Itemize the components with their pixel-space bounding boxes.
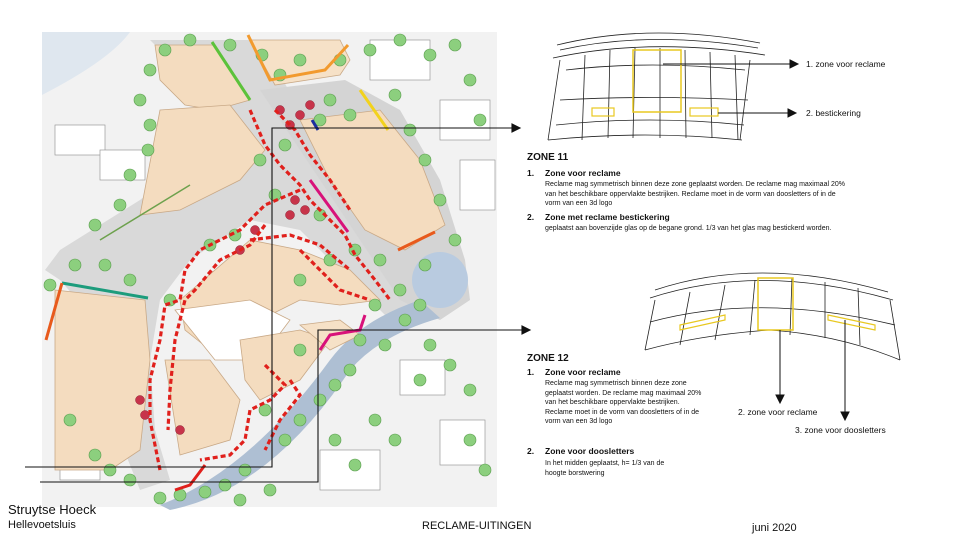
tree <box>154 492 166 504</box>
tree <box>234 494 246 506</box>
tree-red <box>291 196 300 205</box>
tree <box>344 109 356 121</box>
tree <box>364 44 376 56</box>
tree <box>184 34 196 46</box>
tree <box>419 259 431 271</box>
tree <box>219 479 231 491</box>
tree <box>279 434 291 446</box>
zone11-item1-body: Reclame mag symmetrisch binnen deze zone geplaatst worden. De reclame mag maximaal 20% van het beschikbare oppervlakte bestrijken. Reclame moet in de vorm van doosletters of in de vorm van een 3d logo <box>545 181 845 207</box>
tree <box>89 219 101 231</box>
zone12-item2-number: 2. <box>527 446 535 456</box>
tree <box>399 314 411 326</box>
zone12-callout-2: 3. zone voor doosletters <box>795 425 886 435</box>
tree-red <box>306 101 315 110</box>
tree <box>44 279 56 291</box>
tree-red <box>176 426 185 435</box>
tree-red <box>296 111 305 120</box>
tree-red <box>141 411 150 420</box>
tree <box>449 39 461 51</box>
tree <box>369 414 381 426</box>
tree <box>474 114 486 126</box>
zone11-reclame-highlight <box>633 50 681 112</box>
tree <box>142 144 154 156</box>
tree <box>294 274 306 286</box>
tree <box>254 154 266 166</box>
footer-city: Hellevoetsluis <box>8 519 76 531</box>
tree <box>294 414 306 426</box>
tree <box>379 339 391 351</box>
tree <box>64 414 76 426</box>
tree <box>404 124 416 136</box>
tree <box>264 484 276 496</box>
tree <box>414 374 426 386</box>
tree <box>239 464 251 476</box>
zone12-item1-heading: Zone voor reclame <box>545 367 621 377</box>
tree <box>314 394 326 406</box>
tree <box>159 44 171 56</box>
zone12-item1-body: Reclame mag symmetrisch binnen deze zone geplaatst worden. De reclame mag maximaal 20% van het beschikbare oppervlakte bestrijken. Reclame moet in de vorm van doosletters of in de vorm van een 3d logo <box>545 380 702 425</box>
footer-company: Struytse Hoeck <box>8 502 97 517</box>
zone11-item1-number: 1. <box>527 168 535 178</box>
zone11-building-sketch <box>548 33 765 140</box>
tree <box>144 64 156 76</box>
zone11-item1-heading: Zone voor reclame <box>545 168 621 178</box>
zone11-sticker-right <box>690 108 718 116</box>
tree <box>424 339 436 351</box>
tree <box>329 434 341 446</box>
tree <box>354 334 366 346</box>
tree <box>464 74 476 86</box>
zone12-item2-body: In het midden geplaatst, h= 1/3 van de hoogte borstwering <box>545 460 665 477</box>
tree <box>374 254 386 266</box>
zone12-building-sketch <box>645 273 900 360</box>
tree <box>419 154 431 166</box>
zone11-callout-1: 1. zone voor reclame <box>806 59 886 69</box>
tree <box>114 199 126 211</box>
zone12-callout-1: 2. zone voor reclame <box>738 407 818 417</box>
zone11-callout-2: 2. bestickering <box>806 108 861 118</box>
zone11-item2-heading: Zone met reclame bestickering <box>545 212 670 222</box>
tree <box>324 94 336 106</box>
tree <box>124 274 136 286</box>
tree <box>89 449 101 461</box>
tree <box>464 434 476 446</box>
tree <box>394 284 406 296</box>
tree <box>389 434 401 446</box>
tree <box>414 299 426 311</box>
zone11-sticker-left <box>592 108 614 116</box>
tree <box>444 359 456 371</box>
tree <box>294 54 306 66</box>
tree <box>124 474 136 486</box>
zone11-item2-body: geplaatst aan bovenzijde glas op de begane grond. 1/3 van het glas mag bestickerd worden. <box>545 225 832 232</box>
tree <box>389 89 401 101</box>
tree <box>394 34 406 46</box>
tree <box>294 344 306 356</box>
zone11-item2-number: 2. <box>527 212 535 222</box>
zone12-item1-number: 1. <box>527 367 535 377</box>
tree-red <box>286 211 295 220</box>
tree <box>479 464 491 476</box>
tree-red <box>301 206 310 215</box>
tree <box>224 39 236 51</box>
tree <box>464 384 476 396</box>
tree <box>434 194 446 206</box>
tree <box>104 464 116 476</box>
tree <box>144 119 156 131</box>
zone12-title: ZONE 12 <box>527 353 569 364</box>
tree <box>124 169 136 181</box>
zone12-doosletters-right <box>828 315 875 330</box>
footer-date: juni 2020 <box>752 522 797 534</box>
zone12-item2-heading: Zone voor doosletters <box>545 446 635 456</box>
tree <box>134 94 146 106</box>
footer-title: RECLAME-UITINGEN <box>422 520 532 532</box>
tree <box>369 299 381 311</box>
tree <box>279 139 291 151</box>
tree <box>329 379 341 391</box>
tree-red <box>136 396 145 405</box>
tree <box>69 259 81 271</box>
zone12-reclame-highlight <box>758 278 793 330</box>
tree <box>344 364 356 376</box>
tree <box>349 459 361 471</box>
tree <box>99 259 111 271</box>
zone11-title: ZONE 11 <box>527 152 569 163</box>
tree <box>424 49 436 61</box>
tree <box>449 234 461 246</box>
tree <box>199 486 211 498</box>
